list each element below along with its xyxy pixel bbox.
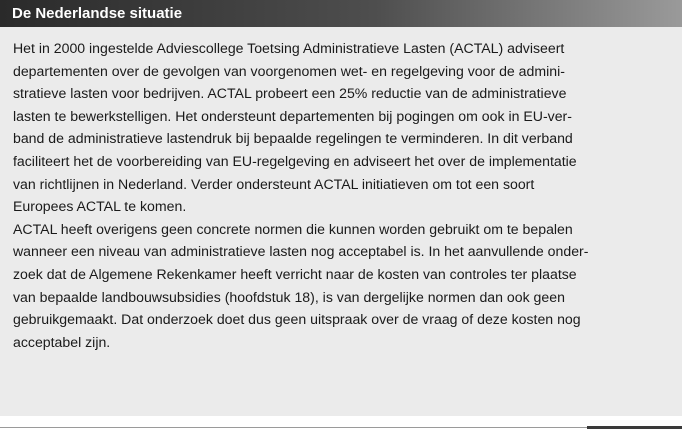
bottom-rule (0, 427, 682, 428)
text-line: zoek dat de Algemene Rekenkamer heeft verricht naar de kosten van controles ter plaatse (13, 266, 577, 283)
text-line: departementen over de gevolgen van voorgenomen wet- en regelgeving voor de admini- (13, 63, 565, 80)
text-line: faciliteert het de voorbereiding van EU-regelgeving en adviseert het over de implementatie (13, 153, 577, 170)
box-header (0, 0, 682, 27)
text-line: Het in 2000 ingestelde Adviescollege Toetsing Administratieve Lasten (ACTAL) adviseert (13, 41, 565, 57)
box-title: De Nederlandse situatie (12, 5, 183, 22)
text-line: ACTAL heeft overigens geen concrete normen die kunnen worden gebruikt om te bepalen (13, 221, 573, 238)
box-body (13, 38, 681, 354)
text-line: acceptabel zijn. (13, 334, 111, 351)
text-line: band de administratieve lastendruk bij bepaalde regelingen te verminderen. In dit verband (13, 131, 573, 148)
text-line: stratieve lasten voor bedrijven. ACTAL probeert een 25% reductie van de administratieve (13, 86, 567, 103)
paragraph-2 (13, 219, 681, 355)
text-line: Europees ACTAL te komen. (13, 199, 187, 216)
paragraph-1 (13, 38, 681, 219)
text-line: wanneer een niveau van administratieve lasten nog acceptabel is. In het aanvullende onder- (13, 244, 589, 261)
text-line: gebruikgemaakt. Dat onderzoek doet dus geen uitspraak over de vraag of deze kosten nog (13, 312, 581, 329)
text-line: lasten te bewerkstelligen. Het ondersteunt departementen bij pogingen om ook in EU-ver- (13, 108, 572, 125)
bottom-rule-accent (587, 426, 682, 429)
text-line: van richtlijnen in Nederland. Verder ondersteunt ACTAL initiatieven om tot een soort (13, 176, 535, 193)
text-line: van bepaalde landbouwsubsidies (hoofdstuk 18), is van dergelijke normen dan ook geen (13, 289, 565, 306)
